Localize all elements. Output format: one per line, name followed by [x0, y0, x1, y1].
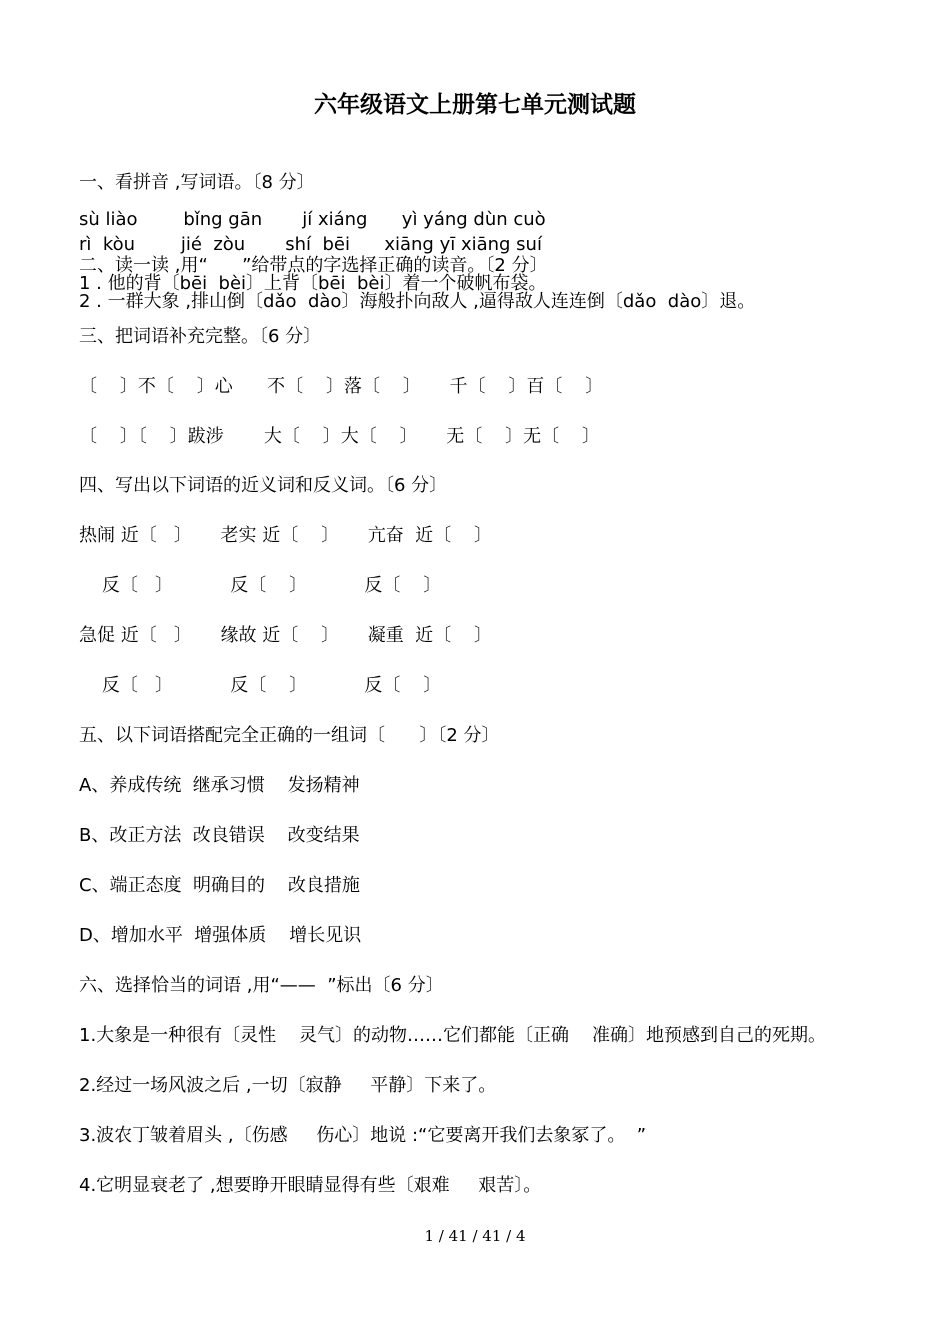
section-4-row-4: 反〔 〕 反〔 〕 反〔 〕 [79, 675, 442, 696]
section-4-row-1: 热闹 近〔 〕 老实 近〔 〕 亢奋 近〔 〕 [79, 525, 493, 546]
section-2-item-1: 1 . 他的背〔bēi bèi〕上背〔bēi bèi〕着一个破帆布袋。 [79, 273, 547, 294]
section-5-option-b: B、改正方法 改良错误 改变结果 [79, 825, 360, 846]
section-2-item-2: 2 . 一群大象 ,排山倒〔dǎo dào〕海般扑向敌人 ,逼得敌人连连倒〔dǎo dào〕退。 [79, 291, 756, 312]
section-5-option-a: A、养成传统 继承习惯 发扬精神 [79, 775, 360, 796]
section-6-item-4: 4.它明显衰老了 ,想要睁开眼睛显得有些〔艰难 艰苦〕。 [79, 1175, 542, 1196]
section-5-option-d: D、增加水平 增强体质 增长见识 [79, 925, 362, 946]
section-3-row-2: 〔 〕〔 〕跋涉 大〔 〕大〔 〕 无〔 〕无〔 〕 [79, 426, 600, 447]
section-6-item-1: 1.大象是一种很有〔灵性 灵气〕的动物……它们都能〔正确 准确〕地预感到自己的死期。 [79, 1025, 826, 1046]
section-6-item-3: 3.波农丁皱着眉头 ,〔伤感 伤心〕地说 :“它要离开我们去象冢了。 ” [79, 1125, 647, 1146]
section-5-option-c: C、端正态度 明确目的 改良措施 [79, 875, 360, 896]
page-number: 1 / 41 / 41 / 4 [424, 1227, 526, 1245]
section-2-heading: 二、读一读 ,用“ ”给带点的字选择正确的读音。〔2 分〕 [79, 255, 548, 276]
section-4-row-3: 急促 近〔 〕 缘故 近〔 〕 凝重 近〔 〕 [79, 625, 493, 646]
section-5-heading: 五、以下词语搭配完全正确的一组词〔 〕〔2 分〕 [79, 725, 500, 746]
pinyin-row-1: sù liào bǐng gān jí xiáng yì yáng dùn cuò [79, 209, 546, 230]
section-3-row-1: 〔 〕不〔 〕心 不〔 〕落〔 〕 千〔 〕百〔 〕 [79, 376, 604, 397]
section-1-heading: 一、看拼音 ,写词语。〔8 分〕 [79, 172, 315, 193]
section-3-heading: 三、把词语补充完整。〔6 分〕 [79, 326, 322, 347]
section-4-row-2: 反〔 〕 反〔 〕 反〔 〕 [79, 575, 442, 596]
section-6-item-2: 2.经过一场风波之后 ,一切〔寂静 平静〕下来了。 [79, 1075, 497, 1096]
section-4-heading: 四、写出以下词语的近义词和反义词。〔6 分〕 [79, 475, 448, 496]
section-6-heading: 六、选择恰当的词语 ,用“—— ”标出〔6 分〕 [79, 975, 444, 996]
page-title: 六年级语文上册第七单元测试题 [314, 92, 636, 118]
pinyin-row-2: rì kòu jié zòu shí bēi xiāng yī xiāng suí [79, 234, 542, 255]
